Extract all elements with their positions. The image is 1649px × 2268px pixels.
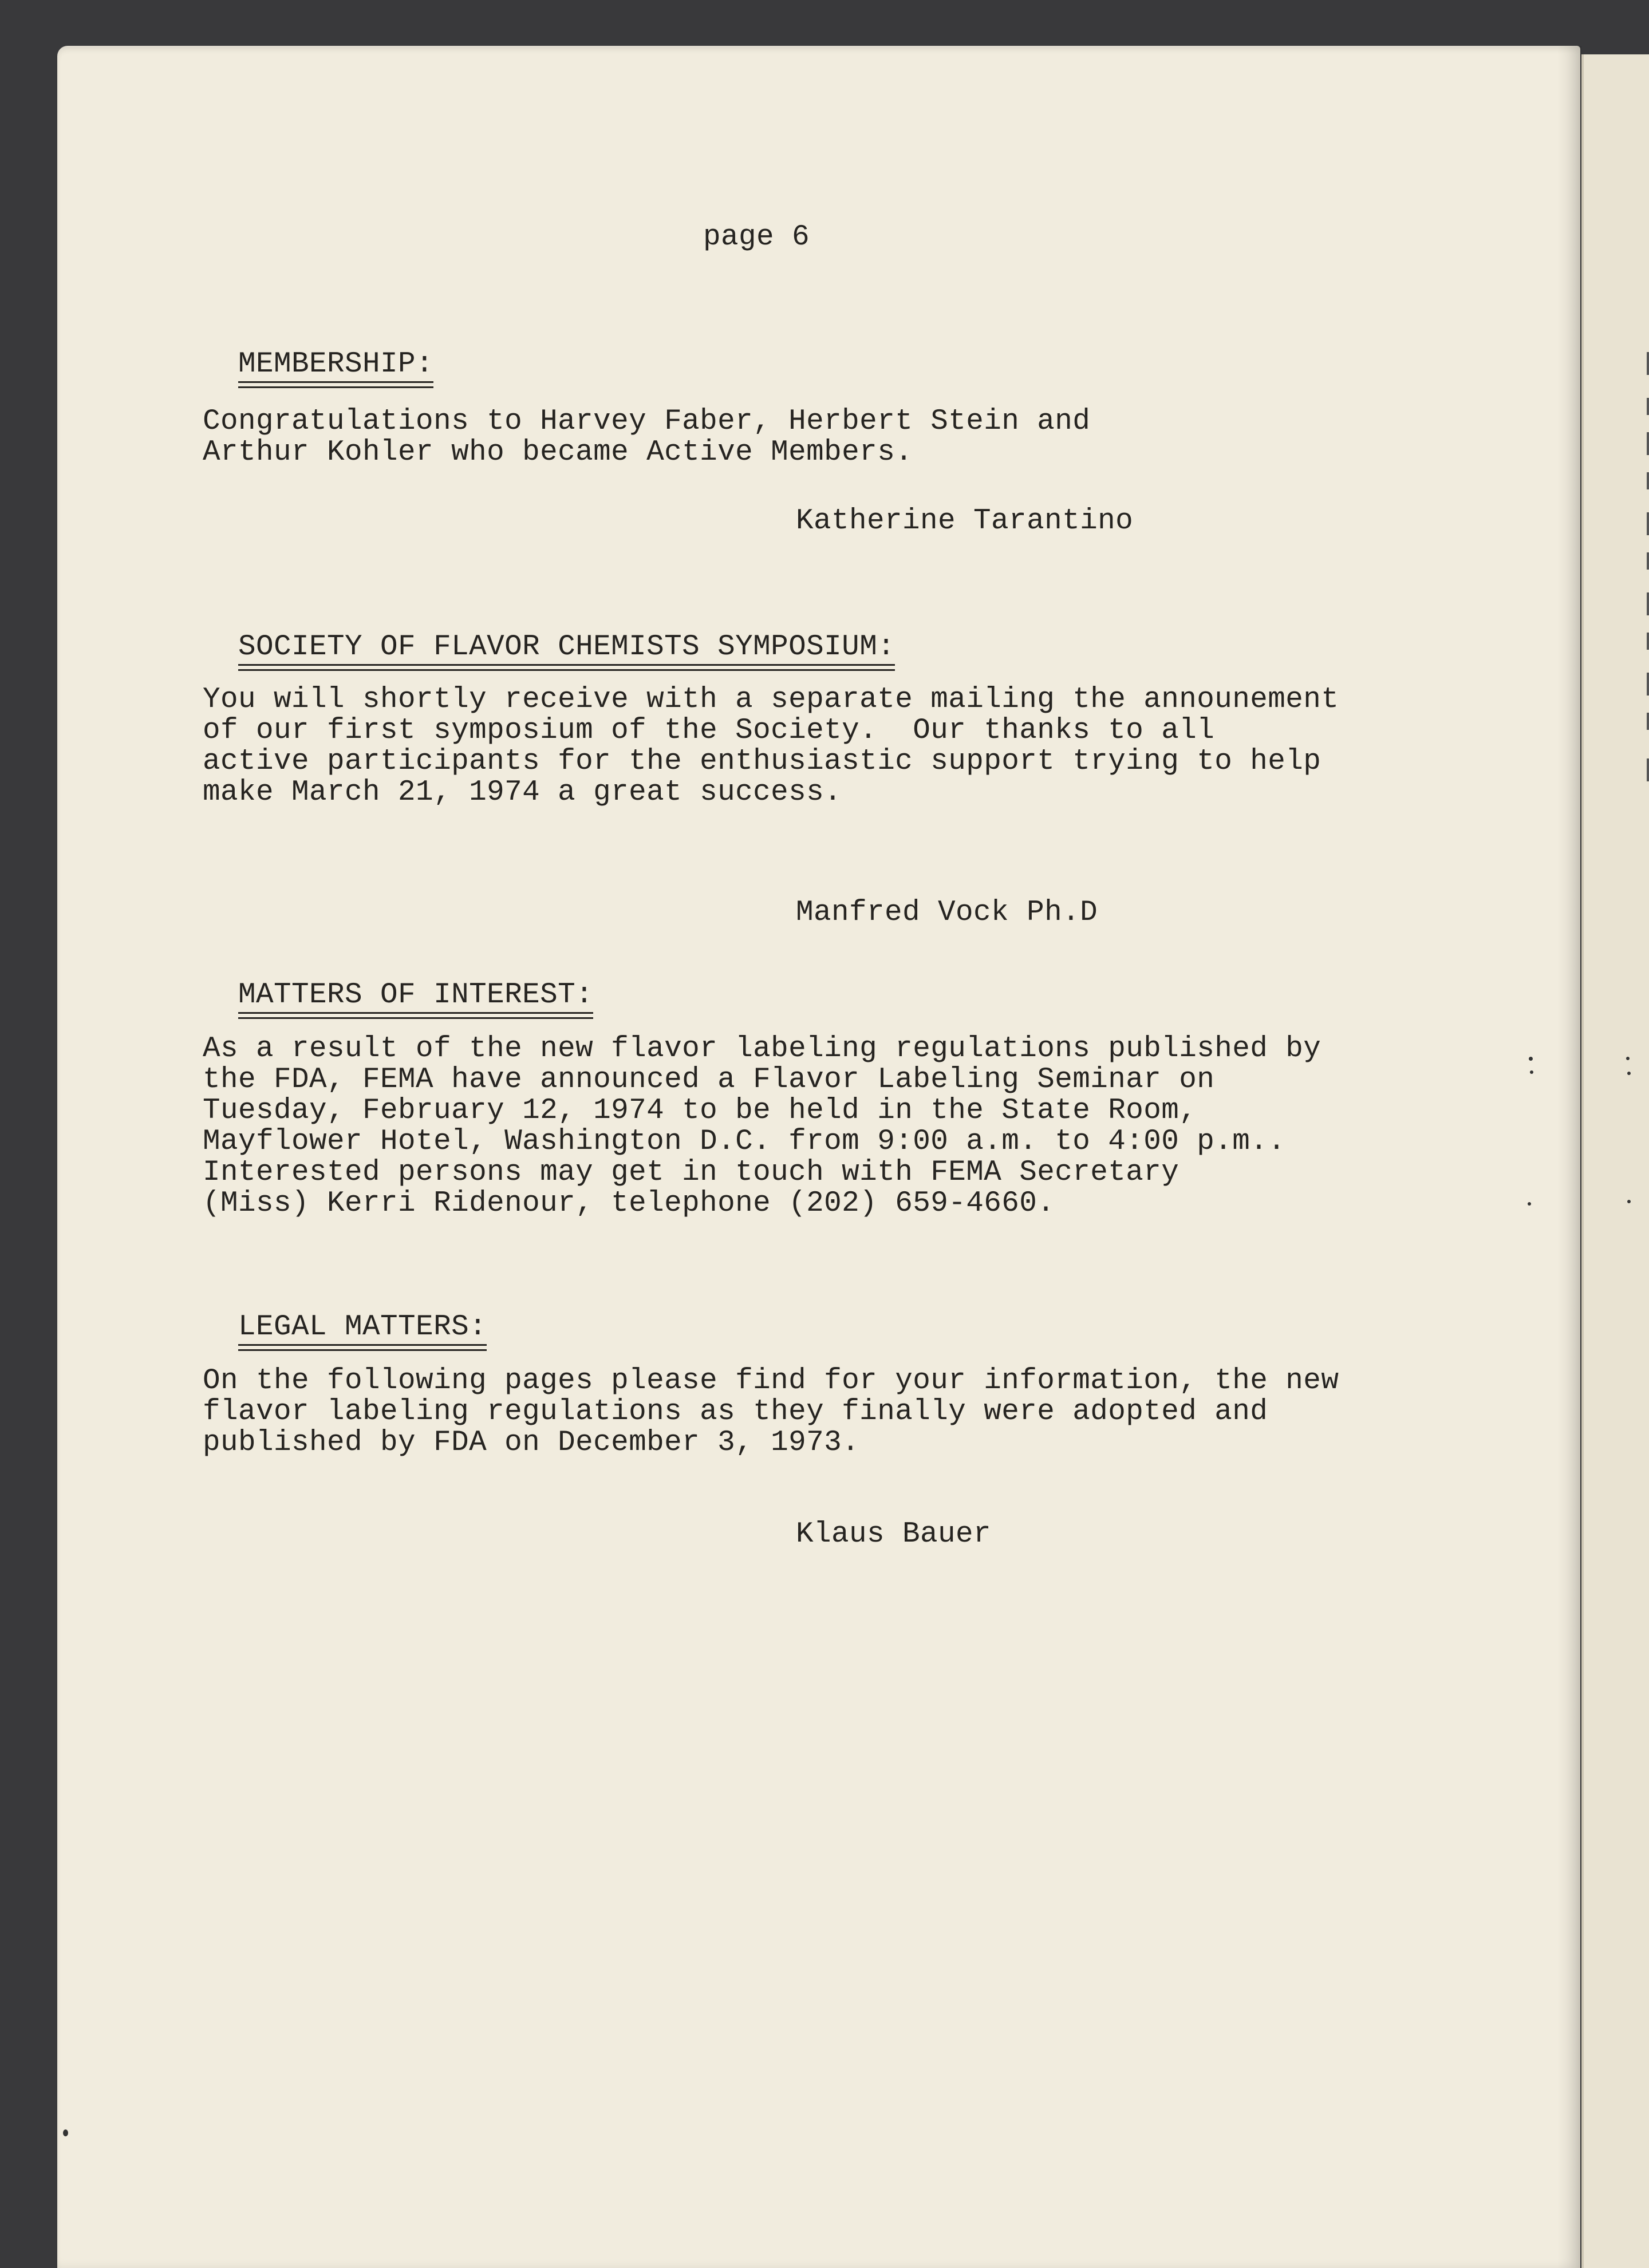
paragraph-line: As a result of the new flavor labeling regulations published by <box>203 1033 1321 1065</box>
heading-text: SOCIETY OF FLAVOR CHEMISTS SYMPOSIUM: <box>238 632 895 666</box>
signature: Katherine Tarantino <box>796 505 1134 538</box>
signature: Manfred Vock Ph.D <box>796 896 1098 929</box>
paragraph-line: Tuesday, February 12, 1974 to be held in the State Room, <box>203 1095 1197 1127</box>
scan-speck <box>1626 1057 1630 1060</box>
page-number: page 6 <box>703 221 810 254</box>
paragraph-line: (Miss) Kerri Ridenour, telephone (202) 659-4660. <box>203 1187 1055 1220</box>
paragraph-line: Arthur Kohler who became Active Members. <box>203 436 913 469</box>
paragraph-line: On the following pages please find for your information, the new <box>203 1365 1339 1397</box>
scan-speck <box>63 2129 68 2136</box>
signature: Klaus Bauer <box>796 1518 992 1551</box>
page-fold-shadow <box>1557 46 1581 2268</box>
paragraph-line: published by FDA on December 3, 1973. <box>203 1427 860 1459</box>
scan-speck <box>1530 1070 1533 1074</box>
section-heading-membership <box>203 318 433 383</box>
heading-text: LEGAL MATTERS: <box>238 1312 487 1346</box>
paragraph-line: the FDA, FEMA have announced a Flavor Labeling Seminar on <box>203 1064 1215 1096</box>
paragraph-line: Interested persons may get in touch with FEMA Secretary <box>203 1156 1179 1189</box>
section-heading-matters-of-interest <box>203 949 593 1014</box>
section-heading-symposium <box>203 601 895 666</box>
adjacent-page-edge <box>1581 54 1649 2268</box>
paragraph-line: active participants for the enthusiastic support trying to help <box>203 745 1321 778</box>
scan-speck <box>1529 1057 1533 1061</box>
heading-text: MEMBERSHIP: <box>238 349 433 383</box>
paragraph-line: Mayflower Hotel, Washington D.C. from 9:00 a.m. to 4:00 p.m.. <box>203 1125 1286 1158</box>
paragraph-line: make March 21, 1974 a great success. <box>203 776 842 809</box>
paragraph-line: You will shortly receive with a separate mailing the announement <box>203 683 1339 716</box>
scan-speck <box>1528 1202 1531 1206</box>
heading-text: MATTERS OF INTEREST: <box>238 980 593 1014</box>
paragraph-line: Congratulations to Harvey Faber, Herbert Stein and <box>203 405 1091 438</box>
paragraph-line: of our first symposium of the Society. Our thanks to all <box>203 714 1215 747</box>
paragraph-line: flavor labeling regulations as they finally were adopted and <box>203 1396 1268 1428</box>
section-heading-legal-matters <box>203 1281 487 1346</box>
scan-speck <box>1627 1200 1631 1203</box>
scan-speck <box>1627 1072 1631 1075</box>
